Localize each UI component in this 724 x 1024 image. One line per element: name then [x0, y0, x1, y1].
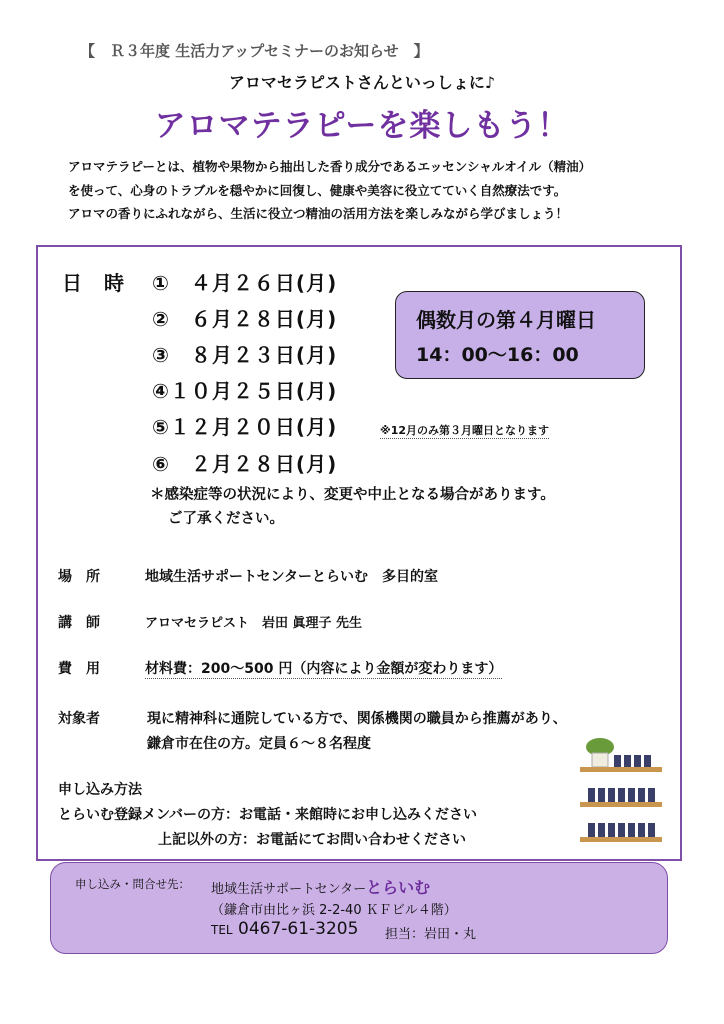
time-box	[395, 291, 645, 379]
apply-title: 申し込み方法	[58, 782, 142, 798]
intro-line: アロマテラピーとは、植物や果物から抽出した香り成分であるエッセンシャルオイル（精油）	[68, 159, 592, 174]
contact-org-text: 地域生活サポートセンター	[211, 882, 367, 897]
date-item: ③ ８月２３日(月)	[152, 343, 338, 367]
fee-value: 材料費：200〜500 円（内容により金額が変わります）	[145, 658, 502, 679]
lecturer-value: アロマセラピスト 岩田 眞理子 先生	[145, 616, 363, 631]
venue-label: 場 所	[58, 569, 100, 585]
contact-box	[50, 862, 668, 954]
subtitle: アロマセラピストさんといっしょに♪	[228, 73, 496, 92]
date-item: ① ４月２６日(月)	[152, 271, 338, 295]
target-label: 対象者	[58, 711, 100, 727]
venue-value: 地域生活サポートセンターとらいむ 多目的室	[145, 569, 439, 585]
tel-number: 0467-61-3205	[238, 919, 359, 939]
time-box-hours: 14：00〜16：00	[416, 344, 579, 366]
notice: ご了承ください。	[168, 511, 284, 527]
contact-staff: 担当：岩田・丸	[385, 927, 477, 942]
date-item: ④１０月２５日(月)	[152, 379, 338, 403]
date-item: ⑥ ２月２８日(月)	[152, 452, 338, 476]
december-note: ※12月のみ第３月曜日となります	[380, 424, 550, 437]
header: 【 Ｒ３年度 生活力アップセミナーのお知らせ 】	[80, 42, 429, 60]
contact-label: 申し込み・問合せ先：	[75, 877, 190, 891]
apply-others: 上記以外の方：お電話にてお問い合わせください	[158, 832, 466, 848]
contact-org	[211, 875, 430, 898]
contact-org-name: とらいむ	[366, 878, 431, 897]
tel-label: TEL	[211, 923, 233, 937]
fee-label: 費 用	[58, 661, 100, 677]
intro-line: を使って、心身のトラブルを穏やかに回復し、健康や美容に役立てていく自然療法です。	[68, 183, 567, 198]
target-value: 現に精神科に通院している方で、関係機関の職員から推薦があり、	[147, 711, 567, 727]
notice: ＊感染症等の状況により、変更や中止となる場合があります。	[150, 487, 555, 503]
apply-members: とらいむ登録メンバーの方：お電話・来館時にお申し込みください	[58, 807, 478, 823]
schedule-label: 日 時	[62, 271, 125, 295]
contact-phone	[211, 919, 358, 939]
intro-line: アロマの香りにふれながら、生活に役立つ精油の活用方法を楽しみながら学びましょう！	[68, 206, 569, 221]
page-title: アロマテラピーを楽しもう！	[154, 108, 570, 144]
contact-address: （鎌倉市由比ヶ浜 2-2-40 ＫＦビル４階）	[211, 903, 457, 918]
date-item: ⑤１２月２０日(月)	[152, 415, 338, 439]
target-value: 鎌倉市在住の方。定員６〜８名程度	[147, 736, 371, 752]
lecturer-label: 講 師	[58, 615, 100, 631]
date-item: ② ６月２８日(月)	[152, 307, 338, 331]
aroma-oils-illustration	[578, 735, 664, 851]
time-box-day: 偶数月の第４月曜日	[416, 308, 596, 332]
